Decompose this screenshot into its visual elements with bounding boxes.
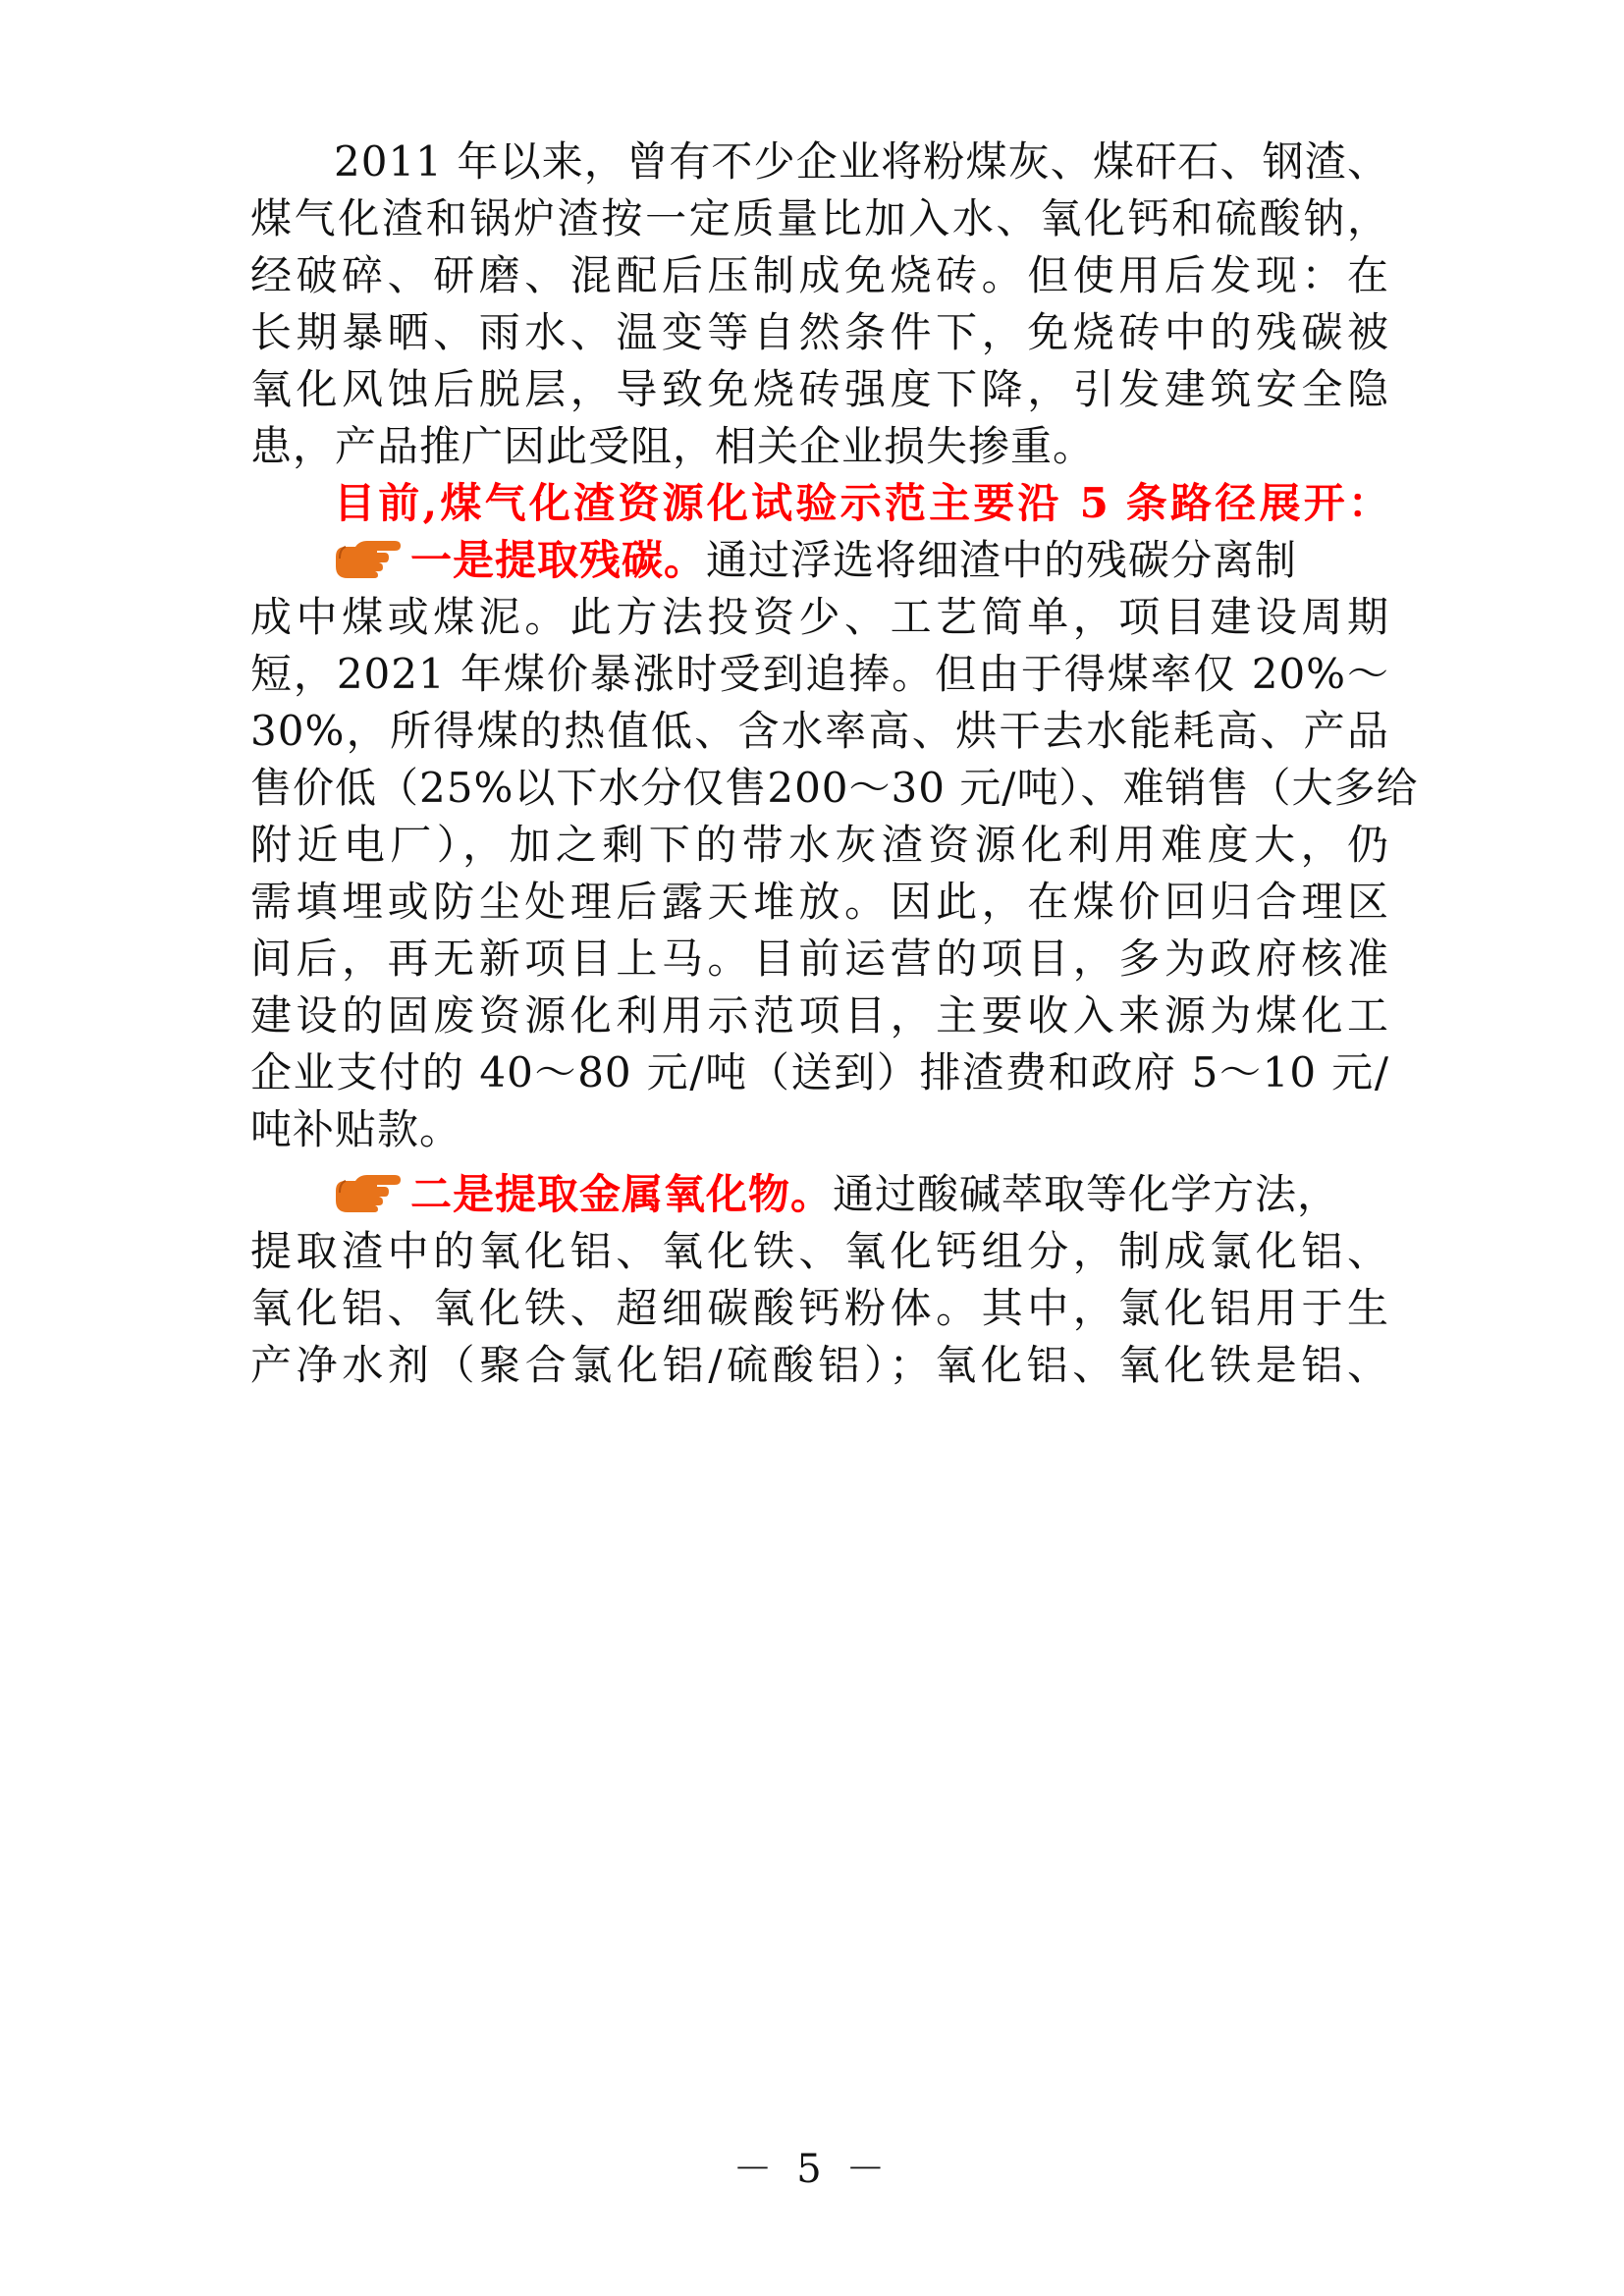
- section1-first-line-text: 通过浮选将细渣中的残碳分离制: [706, 536, 1298, 584]
- pointing-hand-icon: [334, 527, 403, 570]
- paragraph1-line-3: 经破碎、研磨、混配后压制成免烧砖。但使用后发现：在: [250, 251, 1389, 299]
- paragraph1-line-1: 2011 年以来，曾有不少企业将粉煤灰、煤矸石、钢渣、: [334, 137, 1389, 186]
- paragraph1-line-2: 煤气化渣和锅炉渣按一定质量比加入水、氧化钙和硫酸钠，: [250, 194, 1389, 242]
- section1-line-8: 建设的固废资源化利用示范项目，主要收入来源为煤化工: [250, 991, 1389, 1040]
- section1-title: 一是提取残碳。: [410, 536, 707, 584]
- section1-line-10: 吨补贴款。: [250, 1105, 462, 1153]
- section1-line-4: 售价低（25%以下水分仅售200～30 元/吨）、难销售（大多给: [250, 764, 1419, 812]
- paragraph1-line-6: 患，产品推广因此受阻，相关企业损失掺重。: [250, 422, 1096, 470]
- section2-line-3: 产净水剂（聚合氯化铝/硫酸铝）；氧化铝、氧化铁是铝、: [250, 1341, 1389, 1389]
- section1-line-6: 需填埋或防尘处理后露天堆放。因此，在煤价回归合理区: [250, 878, 1389, 926]
- section1-line-9: 企业支付的 40～80 元/吨（送到）排渣费和政府 5～10 元/: [250, 1048, 1389, 1096]
- section2-line-2: 氧化铝、氧化铁、超细碳酸钙粉体。其中，氯化铝用于生: [250, 1284, 1389, 1332]
- section2-first-line-text: 通过酸碱萃取等化学方法，: [833, 1170, 1340, 1218]
- section1-line-2: 短，2021 年煤价暴涨时受到追捧。但由于得煤率仅 20%～: [250, 650, 1389, 698]
- section2-line-1: 提取渣中的氧化铝、氧化铁、氧化钙组分，制成氯化铝、: [250, 1227, 1389, 1275]
- section1-line-1: 成中煤或煤泥。此方法投资少、工艺简单，项目建设周期: [250, 593, 1389, 641]
- section-heading: 目前,煤气化渣资源化试验示范主要沿 5 条路径展开：: [334, 479, 1389, 527]
- paragraph1-line-5: 氧化风蚀后脱层，导致免烧砖强度下降，引发建筑安全隐: [250, 365, 1389, 413]
- pointing-hand-icon: [334, 1161, 403, 1204]
- section1-line-7: 间后，再无新项目上马。目前运营的项目，多为政府核准: [250, 934, 1389, 983]
- page-number: － 5 －: [732, 2147, 892, 2192]
- section1-line-3: 30%，所得煤的热值低、含水率高、烘干去水能耗高、产品: [250, 707, 1389, 755]
- paragraph1-line-4: 长期暴晒、雨水、温变等自然条件下，免烧砖中的残碳被: [250, 308, 1389, 356]
- section1-line-5: 附近电厂），加之剩下的带水灰渣资源化利用难度大，仍: [250, 821, 1389, 869]
- section2-title: 二是提取金属氧化物。: [410, 1170, 834, 1218]
